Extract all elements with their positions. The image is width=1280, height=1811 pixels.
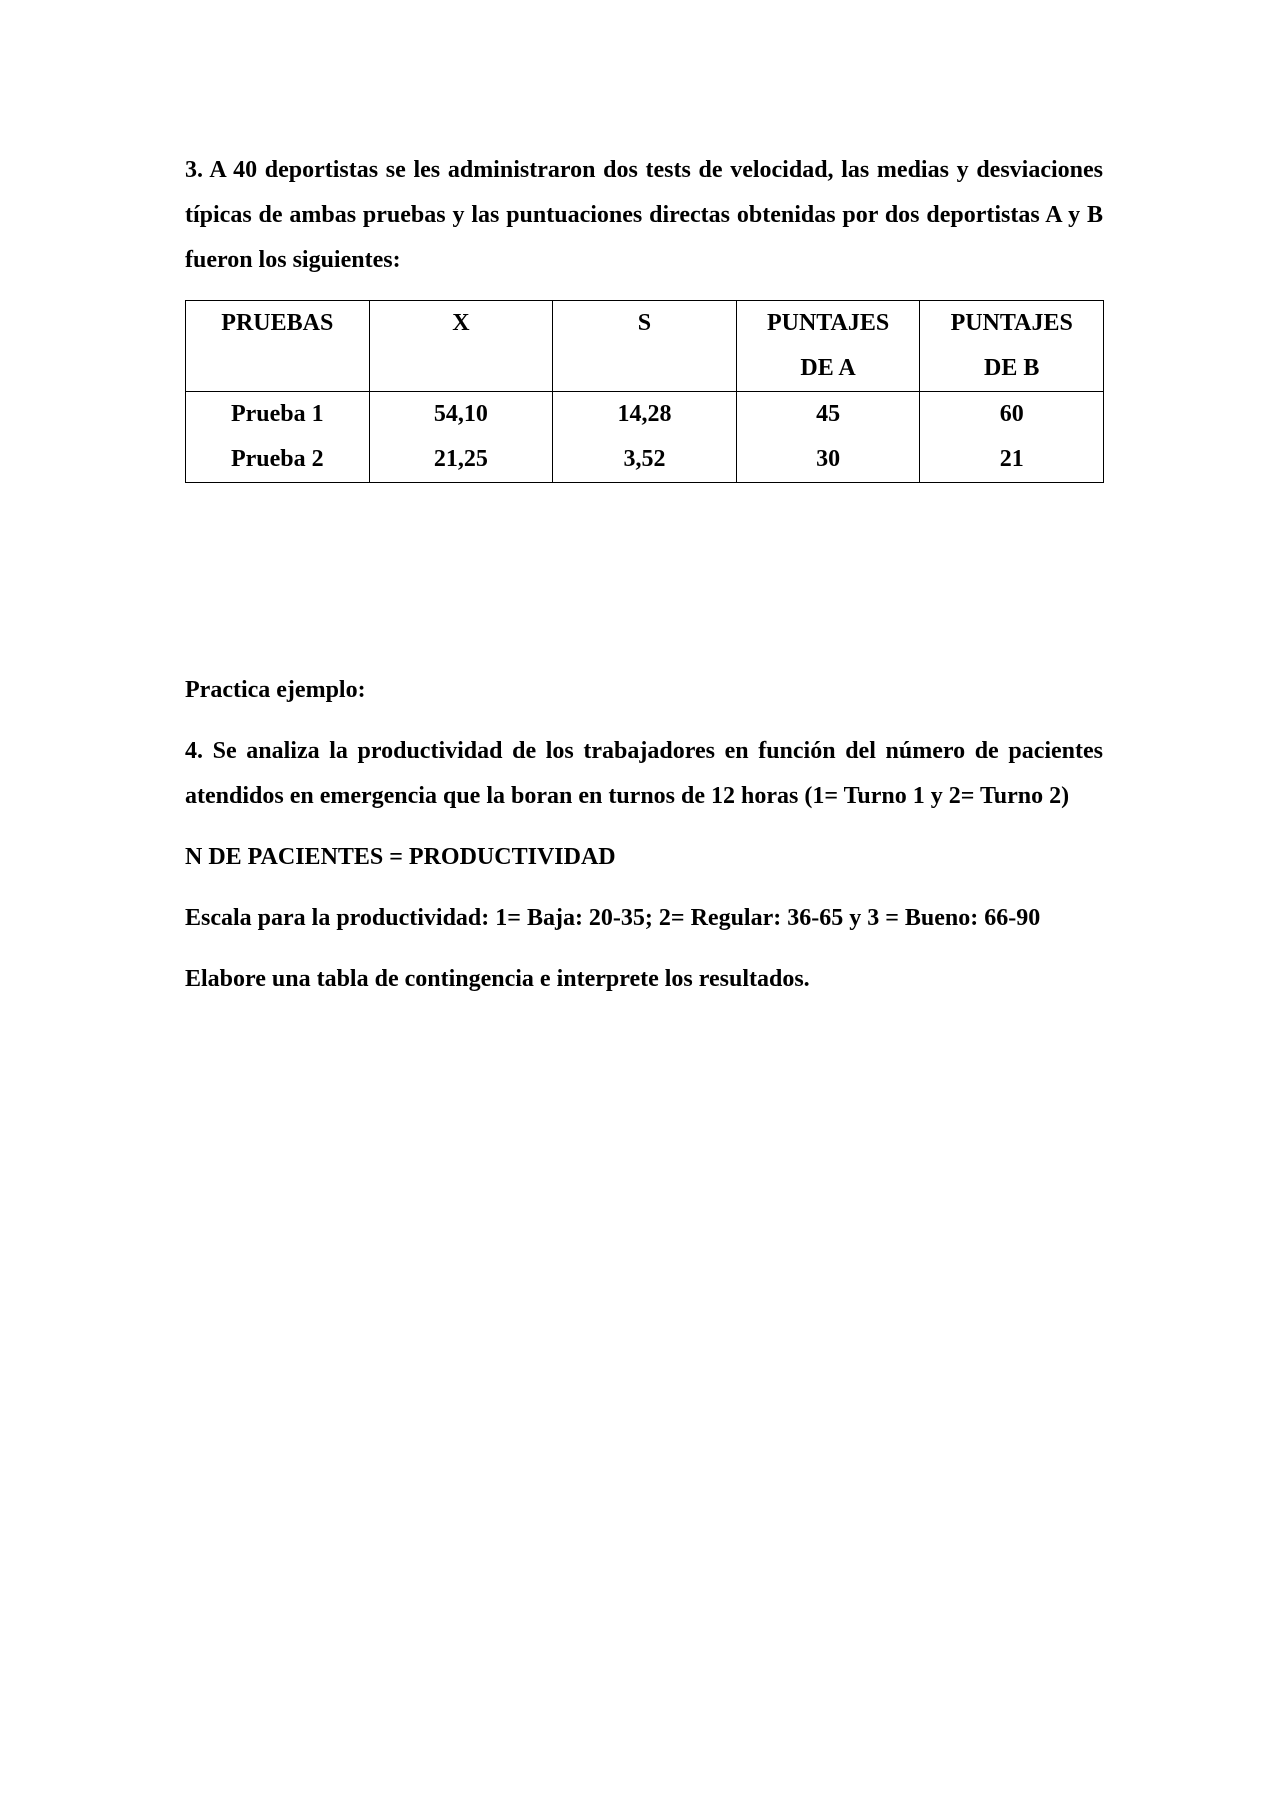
header-std-dev — [553, 301, 737, 392]
productivity-equation: N DE PACIENTES = PRODUCTIVIDAD — [185, 844, 616, 870]
table-cell: 21,25 — [369, 437, 553, 483]
header-pruebas — [186, 301, 370, 392]
table-cell: 3,52 — [553, 437, 737, 483]
table-cell: 45 — [736, 392, 920, 438]
header-scores-a-line2: DE A — [800, 355, 856, 381]
table-cell: Prueba 1 — [186, 392, 370, 438]
practice-heading: Practica ejemplo: — [185, 677, 366, 703]
table-cell: 30 — [736, 437, 920, 483]
paragraph-spacer — [185, 941, 1103, 957]
problem-4-text: 4. Se analiza la productividad de los trabajadores en función del número de pacientes atendidos en emergencia que la boran en turnos de 12 horas (1= Turno 1 y 2= Turno 2) — [185, 738, 1103, 809]
table-cell: 21 — [920, 437, 1104, 483]
header-scores-a-line1: PUNTAJES — [766, 310, 890, 336]
table-cell: 54,10 — [369, 392, 553, 438]
document-page — [185, 148, 1103, 1002]
header-mean-label: X — [452, 310, 470, 336]
table-row — [186, 437, 1104, 483]
header-std-dev-label: S — [637, 310, 652, 336]
header-pruebas-label: PRUEBAS — [221, 310, 334, 336]
speed-tests-table — [185, 300, 1104, 483]
header-mean — [369, 301, 553, 392]
header-scores-a — [736, 301, 920, 392]
contingency-instruction: Elabore una tabla de contingencia e interprete los resultados. — [185, 966, 810, 992]
paragraph-spacer — [185, 713, 1103, 729]
header-scores-b — [920, 301, 1104, 392]
table-cell: Prueba 2 — [186, 437, 370, 483]
productivity-scale: Escala para la productividad: 1= Baja: 20-35; 2= Regular: 36-65 y 3 = Bueno: 66-90 — [185, 905, 1041, 931]
table-header-row — [186, 301, 1104, 392]
paragraph-spacer — [185, 819, 1103, 835]
table-cell: 60 — [920, 392, 1104, 438]
header-scores-b-line1: PUNTAJES — [950, 310, 1073, 336]
header-scores-b-line2: DE B — [984, 355, 1040, 381]
problem-3-text: 3. A 40 deportistas se les administraron dos tests de velocidad, las medias y desviaciones típicas de ambas pruebas y las puntuaciones directas obtenidas por dos deportistas A y B fueron los siguientes: — [185, 157, 1103, 273]
paragraph-spacer — [185, 880, 1103, 896]
section-spacer — [185, 483, 1103, 668]
table-cell: 14,28 — [553, 392, 737, 438]
table-row — [186, 392, 1104, 438]
